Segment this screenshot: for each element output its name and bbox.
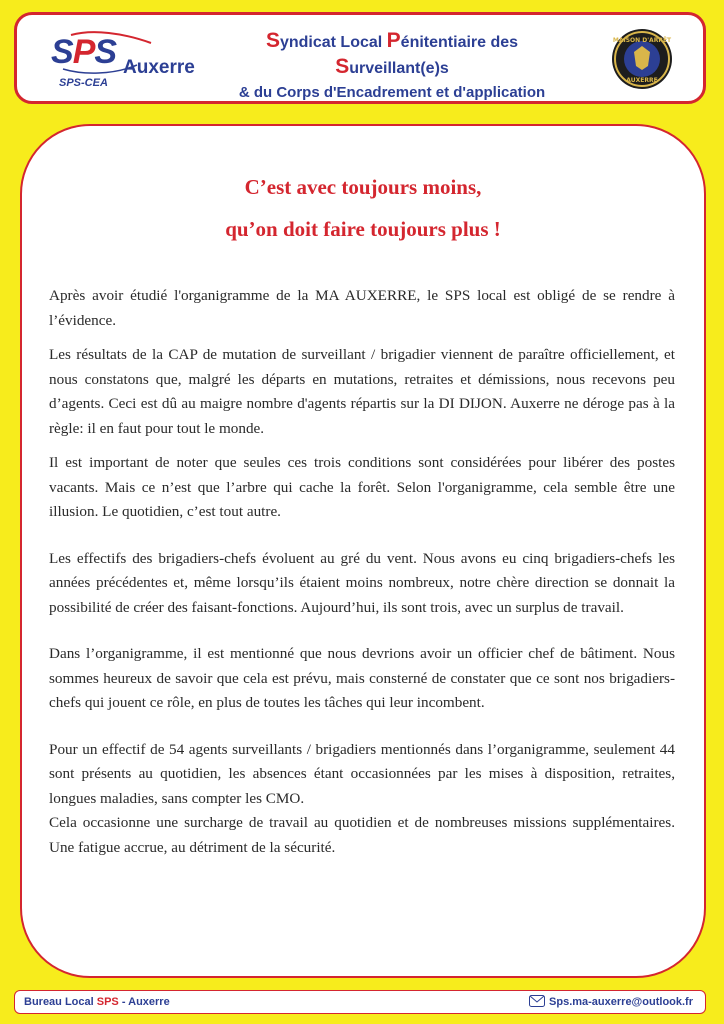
seal-text-bottom: AUXERRE: [626, 77, 658, 84]
paragraph: Cela occasionne une surcharge de travail au quotidien et de nombreuses missions supplémentaires. Une fatigue accrue, au détriment de la sécurité.: [49, 814, 675, 856]
paragraph: Les effectifs des brigadiers-chefs évoluent au gré du vent. Nous avons eu cinq brigadiers-chefs les années précédentes et, même lorsqu’ils étaient moins nombreux, notre chère direction se donnait la possibilité de créer des faisant-fonctions. Aujourd’hui, ils sont trois, avec un surplus de travail.: [49, 549, 675, 616]
maison-arret-seal-icon: [611, 28, 673, 90]
title-segment: yndicat Local: [279, 34, 387, 51]
paragraph: Dans l’organigramme, il est mentionné que nous devrions avoir un officier chef de bâtiment. Nous sommes heureux de savoir que cela est prévu, mais consterné de constater que ce sont nos brigadiers-chefs qui jouent ce rôle, en plus de toutes les tâches qui leur incombent.: [49, 645, 675, 711]
paragraph: Pour un effectif de 54 agents surveillants / brigadiers mentionnés dans l’organigramme, seulement 44 sont présents au quotidien, les absences étant occasionnées par les mises à disposition, retraites, longues maladies, sans compter les CMO.: [49, 740, 675, 807]
logo-subtitle: SPS-CEA: [59, 77, 108, 89]
headline-line1: C’est avec toujours moins,: [244, 175, 482, 199]
paragraph: Il est important de noter que seules ces trois conditions sont considérées pour libérer des postes vacants. Mais ce n’est que l’arbre qui cache la forêt. Selon l'organigramme, cela semble être une illusion. Le quotidien, c’est tout autre.: [49, 454, 675, 520]
headline: [22, 166, 704, 250]
union-title: [207, 29, 577, 105]
content-panel: [20, 124, 706, 978]
mail-icon: [529, 995, 545, 1007]
seal-text-top: MAISON D'ARRÊT: [612, 37, 672, 44]
paragraph: Les résultats de la CAP de mutation de surveillant / brigadier viennent de paraître officiellement, et nous constatons que, malgré les départs en mutations, retraites et démissions, nous recevons peu d’agents. Ceci est dû au maigre nombre d'agents répartis sur la DI DIJON. Auxerre ne déroge pas à la règle: il en faut pour tout le monde.: [49, 346, 675, 437]
header-banner: [14, 12, 706, 104]
footer-bar: [14, 990, 706, 1014]
title-segment: énitentiaire des: [400, 34, 519, 51]
body-text: [49, 284, 675, 870]
union-title-line1: [207, 29, 577, 81]
logo-city: Auxerre: [123, 57, 195, 78]
logo-letters: SPS: [51, 33, 117, 71]
sps-logo: [51, 29, 201, 99]
headline-line2: qu’on doit faire toujours plus !: [225, 217, 501, 241]
title-initial: S: [335, 55, 350, 78]
title-initial: S: [265, 29, 280, 52]
paragraph: Après avoir étudié l'organigramme de la MA AUXERRE, le SPS local est obligé de se rendre à l’évidence.: [49, 287, 675, 329]
title-initial: P: [386, 29, 401, 52]
footer-office: Bureau Local SPS - Auxerre: [24, 996, 170, 1008]
union-title-line2: & du Corps d'Encadrement et d'application: [238, 84, 546, 101]
title-segment: urveillant(e)s: [349, 60, 449, 77]
footer-email[interactable]: Sps.ma-auxerre@outlook.fr: [549, 996, 693, 1008]
